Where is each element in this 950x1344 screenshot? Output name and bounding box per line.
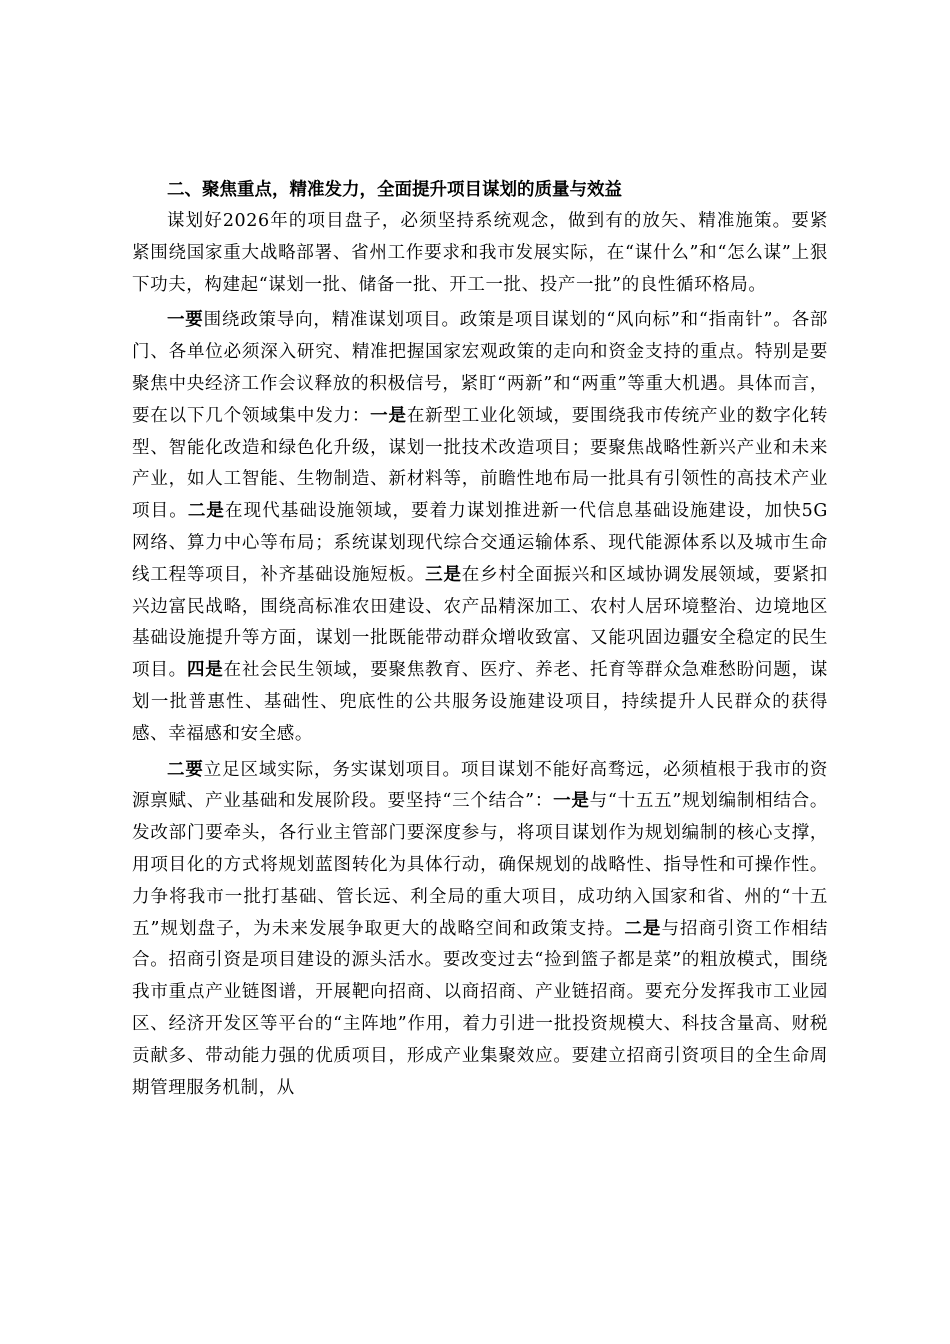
paragraph-text: 与招商引资工作相结合。招商引资是项目建设的源头活水。要改变过去“捡到篮子都是菜”的粗放模式，围绕我市重点产业链图谱，开展靶向招商、以商招商、产业链招商。要充分发挥我市工业园区、经济开发区等平台的“主阵地”作用，着力引进一批投资规模大、科技含量高、财税贡献多、带动能力强的优质项目，形成产业集聚效应。要建立招商引资项目的全生命周期管理服务机制，从 [132,918,828,1098]
paragraph-text: 在社会民生领域，要聚焦教育、医疗、养老、托育等群众急难愁盼问题，谋划一批普惠性、基础性、兜底性的公共服务设施建设项目，持续提升人民群众的获得感、幸福感和安全感。 [132,660,828,744]
paragraph-text: 在乡村全面振兴和区域协调发展领域，要紧扣兴边富民战略，围绕高标准农田建设、农产品精深加工、农村人居环境整治、边境地区基础设施提升等方面，谋划一批既能带动群众增收致富、又能巩固边疆安全稳定的民生项目。 [132,564,828,681]
paragraph-text: 在新型工业化领域，要围绕我市传统产业的数字化转型、智能化改造和绿色化升级，谋划一批技术改造项目；要聚焦战略性新兴产业和未来产业，如人工智能、生物制造、新材料等，前瞻性地布局一批具有引领性的高技术产业项目。 [132,405,828,522]
lead-keyword: 二要 [167,759,204,780]
paragraph-text: 与“十五五”规划编制相结合。发改部门要牵头，各行业主管部门要深度参与，将项目谋划作为规划编制的核心支撑，用项目化的方式将规划蓝图转化为具体行动，确保规划的战略性、指导性和可操作性。力争将我市一批打基础、管长远、利全局的重大项目，成功纳入国家和省、州的“十五五”规划盘子，为未来发展争取更大的战略空间和政策支持。 [132,791,829,939]
section-heading: 二、聚焦重点，精准发力，全面提升项目谋划的质量与效益 [167,180,622,200]
point-keyword: 二是 [624,918,662,939]
point-keyword: 三是 [425,564,462,585]
paragraph-text: 在现代基础设施领域，要着力谋划推进新一代信息基础设施建设，加快5G网络、算力中心等布局；系统谋划现代综合交通运输体系、现代能源体系以及城市生命线工程等项目，补齐基础设施短板。 [132,501,828,585]
point-keyword: 一是 [370,405,407,426]
point-keyword: 四是 [186,660,224,681]
paragraph-text: 围绕政策导向，精准谋划项目。政策是项目谋划的“风向标”和“指南针”。各部门、各单位必须深入研究、精准把握国家宏观政策的走向和资金支持的重点。特别是要聚焦中央经济工作会议释放的积极信号，紧盯“两新”和“两重”等重大机遇。具体而言，要在以下几个领域集中发力： [132,310,828,426]
paragraph-regional-reality [132,755,828,1105]
paragraph-policy-guidance [132,305,828,750]
intro-paragraph: 谋划好2026年的项目盘子，必须坚持系统观念，做到有的放矢、精准施策。要紧紧围绕国家重大战略部署、省州工作要求和我市发展实际，在“谋什么”和“怎么谋”上狠下功夫，构建起“谋划一批、储备一批、开工一批、投产一批”的良性循环格局。 [132,211,828,295]
paragraph-text: 立足区域实际，务实谋划项目。项目谋划不能好高骛远，必须植根于我市的资源禀赋、产业基础和发展阶段。要坚持“三个结合”： [132,759,829,812]
lead-keyword: 一要 [167,310,204,331]
document-body [132,174,828,1108]
point-keyword: 二是 [187,501,226,522]
point-keyword: 一是 [553,791,590,812]
